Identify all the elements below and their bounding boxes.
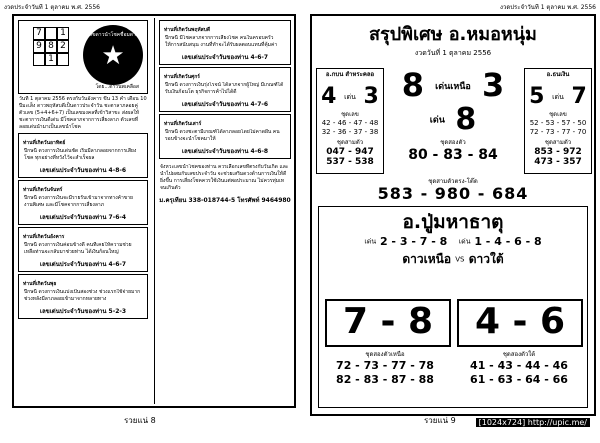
lead-label: เด่น xyxy=(364,237,377,246)
set-label: ชุดเลข xyxy=(549,111,567,118)
box-title: อ.ธนเงิน xyxy=(546,71,570,78)
main-number: 3 xyxy=(481,66,505,104)
three-digit-label: ชุดสามตัวตรง-โต๊ด xyxy=(428,178,478,185)
grid-cell: 2 xyxy=(57,40,69,53)
grid-cell: 1 xyxy=(45,53,57,66)
two-digit-list xyxy=(317,119,383,137)
grid-cell: 7 xyxy=(33,27,45,40)
box-main-numbers xyxy=(525,85,591,109)
horoscope-box xyxy=(18,180,148,225)
main-number: 3 xyxy=(363,84,379,109)
main-number: 5 xyxy=(529,84,545,109)
section-title: อ.ปู่มหาธาตุ xyxy=(402,211,504,233)
list-item: 537 - 538 xyxy=(326,157,374,167)
closing-paragraph: จังหวะเลขนำโชคของท่าน ควรเลือกเลขที่ตรงกับวันเกิด และนำไปผสมกับเลขประจำวัน จะช่วยเสริมดวงด้านการเงินให้ดียิ่งขึ้น การเสี่ยงโชคควรใช้เงินแต่พอประมาณ ไม่ควรทุ่มเทจนเกินตัว xyxy=(160,164,289,191)
south-big-numbers: 4 - 6 xyxy=(457,299,583,347)
horoscope-box xyxy=(159,67,291,112)
set-label: ชุดสองตัว xyxy=(440,138,466,146)
south-set-label: ชุดสองตัวใต้ xyxy=(502,351,536,358)
horoscope-box xyxy=(159,20,291,65)
left-page-label: รวยแน่ 8 xyxy=(124,416,156,425)
list-item: 047 - 947 xyxy=(326,147,374,157)
north-vs-south xyxy=(319,250,587,269)
lucky-numbers: เลขเด่นประจำวันของท่าน 4-7-6 xyxy=(181,101,269,108)
section-text: ปีกษนี้ มีโชคลาภจากการเสี่ยงโชค คนในครอบครัวให้การสนับสนุน งานที่ทำจะได้รับผลตอบแทนที่คุ้มค่า xyxy=(165,35,278,48)
lucky-numbers: เลขเด่นประจำวันของท่าน 4-6-7 xyxy=(181,54,269,61)
lead-numbers: 1 - 4 - 6 - 8 xyxy=(474,235,542,248)
run-label: ชุดสามตัว xyxy=(336,139,364,146)
three-digit-set: 583 - 980 - 684 xyxy=(377,184,529,203)
list-item: 82 - 83 - 87 - 88 xyxy=(336,373,434,386)
box-main-numbers xyxy=(317,85,383,109)
watermark: [1024x724] http://upic.me/ xyxy=(476,418,590,427)
section-text: ปีกษนี้ ดวงการเงินค่อนข้างดี คนที่เคยให้ความช่วยเหลือท่านจะกลับมาช่วยท่าน ได้เงินก้อนใหญ่ xyxy=(24,242,132,255)
page-title: สรุปพิเศษ อ.หมอหนุ่ม xyxy=(369,24,537,45)
second-prediction-section xyxy=(318,206,588,408)
horoscope-box xyxy=(159,114,291,159)
south-label: ดาวใต้ xyxy=(468,252,504,266)
section-title: ท่านที่เกิดวันจันทร์ xyxy=(23,187,63,193)
left-column-b xyxy=(154,18,293,404)
right-page-header: งวดประจำวันที่ 1 ตุลาคม พ.ศ. 2556 xyxy=(500,4,596,11)
lucky-numbers: เลขเด่นประจำวันของท่าน 7-6-4 xyxy=(39,214,127,221)
left-page xyxy=(4,4,296,429)
star-icon: ★ xyxy=(101,41,125,71)
right-page xyxy=(304,4,596,429)
section-title: ท่านที่เกิดวันพฤหัสบดี xyxy=(164,27,211,33)
grid-cell xyxy=(45,27,57,40)
left-column-a xyxy=(16,18,150,404)
main-label: เด่นเหนือ xyxy=(435,82,471,92)
left-prediction-box xyxy=(316,68,384,174)
right-prediction-box xyxy=(524,68,592,174)
main-number: 7 xyxy=(571,84,587,109)
horoscope-box xyxy=(18,227,148,272)
two-digit-list xyxy=(525,119,591,137)
lucky-numbers: เลขเด่นประจำวันของท่าน 4-6-8 xyxy=(181,148,269,155)
list-item: 853 - 972 xyxy=(534,147,582,157)
list-item: 32 - 36 - 37 - 38 xyxy=(321,128,379,136)
grid-cell xyxy=(33,53,45,66)
lucky-numbers: เลขเด่นประจำวันของท่าน 5-2-3 xyxy=(39,308,127,315)
section-text: ปีกษนี้ ดวงการเงินแบ่งเป็นสองช่วง ช่วงแรกใช้จ่ายมาก ช่วงหลังมีลาภลอยเข้ามาจากหลายทาง xyxy=(24,289,141,302)
list-item: 72 - 73 - 77 - 78 xyxy=(336,359,434,372)
main-label: เด่น xyxy=(429,115,445,126)
center-mid-row xyxy=(384,104,522,137)
vs-label: VS xyxy=(455,255,465,264)
list-item: 52 - 53 - 57 - 50 xyxy=(529,119,587,127)
right-page-frame xyxy=(310,14,596,416)
horoscope-box xyxy=(18,274,148,319)
main-number: 8 xyxy=(455,102,477,137)
feature-box xyxy=(18,20,148,94)
box-title: อ.กบน สำหระคลอ xyxy=(325,71,375,78)
right-page-label: รวยแน่ 9 xyxy=(424,416,456,425)
draw-date: งวดวันที่ 1 ตุลาคม 2556 xyxy=(414,49,492,57)
north-big-numbers: 7 - 8 xyxy=(325,299,451,347)
south-set-numbers xyxy=(455,359,583,387)
left-page-frame xyxy=(12,14,296,408)
list-item: 41 - 43 - 44 - 46 xyxy=(470,359,568,372)
section-title: ท่านที่เกิดวันพุธ xyxy=(23,281,57,287)
grid-cell xyxy=(57,53,69,66)
run-label: ชุดสามตัว xyxy=(544,139,572,146)
north-label: ดาวเหนือ xyxy=(402,252,452,266)
left-page-header: งวดประจำวันที่ 1 ตุลาคม พ.ศ. 2556 xyxy=(4,4,100,11)
list-item: 473 - 357 xyxy=(534,157,582,167)
contact-line: ม.ครุเทียน 338-018744-5 โทรศัพท์ 9464980 xyxy=(159,197,291,204)
section-title: ท่านที่เกิดวันอาทิตย์ xyxy=(23,140,66,146)
main-label: เด่น xyxy=(552,93,564,101)
set-label: ชุดเลข xyxy=(341,111,359,118)
lead-label: เด่น xyxy=(458,237,471,246)
section-title: ท่านที่เกิดวันอังคาร xyxy=(23,234,65,240)
lead-numbers: 2 - 3 - 7 - 8 xyxy=(379,235,448,248)
section-title: ท่านที่เกิดวันเสาร์ xyxy=(164,121,202,127)
center-prediction xyxy=(384,68,522,172)
grid-cell: 9 xyxy=(33,40,45,53)
main-number: 8 xyxy=(401,66,425,104)
section-text: ปีกษนี้ ดวงการเงินรุ่งโรจน์ ได้ลาภจากผู้ใหญ่ มีเกณฑ์ได้รับเงินก้อนโต ธุรกิจการค้าไปได้ดี xyxy=(165,82,284,95)
list-item: 42 - 46 - 47 - 48 xyxy=(321,119,379,127)
main-number: 4 xyxy=(321,84,337,109)
number-grid xyxy=(33,27,69,66)
feature-byline: โดย...ดาวนพเคลือส xyxy=(95,84,139,90)
horoscope-box xyxy=(18,133,148,178)
lucky-numbers: เลขเด่นประจำวันของท่าน 4-6-7 xyxy=(39,261,127,268)
two-digit-set: 80 - 83 - 84 xyxy=(408,146,498,163)
center-top-row xyxy=(384,68,522,104)
medal-title: เลขดาวนำโชคชื่อมดาว xyxy=(87,32,139,38)
section-text: ปีกษนี้ ดวงการเงินจะมีรายรับเข้ามาจากทางค้าขาย งานพิเศษ และมีโชคจากการเสี่ยงลาภ xyxy=(24,195,133,208)
leading-numbers-row xyxy=(319,235,587,248)
three-digit-list xyxy=(525,147,591,167)
three-digit-list xyxy=(317,147,383,167)
grid-cell: 8 xyxy=(45,40,57,53)
north-set-numbers xyxy=(321,359,449,387)
star-medal xyxy=(83,25,143,85)
main-label: เด่น xyxy=(344,93,356,101)
intro-paragraph: วันที่ 1 ตุลาคม 2556 ตรงกับวันอังคาร ขึ้น 13 ค่ำ เดือน 10 ปีมะเส็ง ดาวพฤหัสบดีเป็นดาวประจำวัน ชะตาลาภลอยคู่ตัวเลข (5+4+6+7) เป็นเลขมงคลที่เข้าวิสาขะ ส่งผลให้ชะตาการเงินดีเด่น มีโชคลาภจากการเสี่ยงลาภ ตัวเลขที่ลอยเด่นนำมาเป็นเลขนำโชค xyxy=(19,96,147,130)
grid-cell: 1 xyxy=(57,27,69,40)
list-item: 61 - 63 - 64 - 66 xyxy=(470,373,568,386)
north-set-label: ชุดสองตัวเหนือ xyxy=(365,351,405,358)
list-item: 72 - 73 - 77 - 70 xyxy=(529,128,587,136)
section-title: ท่านที่เกิดวันศุกร์ xyxy=(164,74,200,80)
section-text: ปีกษนี้ ดวงชะตามีเกณฑ์ได้ลาภลอยโดยไม่คาดฝัน คนรอบข้างจะนำโชคมาให้ xyxy=(165,129,280,142)
lucky-numbers: เลขเด่นประจำวันของท่าน 4-8-6 xyxy=(39,167,127,174)
section-text: ปีกษนี้ ดวงการเงินเด่นชัด เริ่มมีลาภลอยจากการเสี่ยงโชค ทุกอย่างที่หวังไว้จะสำเร็จผล xyxy=(24,148,137,161)
